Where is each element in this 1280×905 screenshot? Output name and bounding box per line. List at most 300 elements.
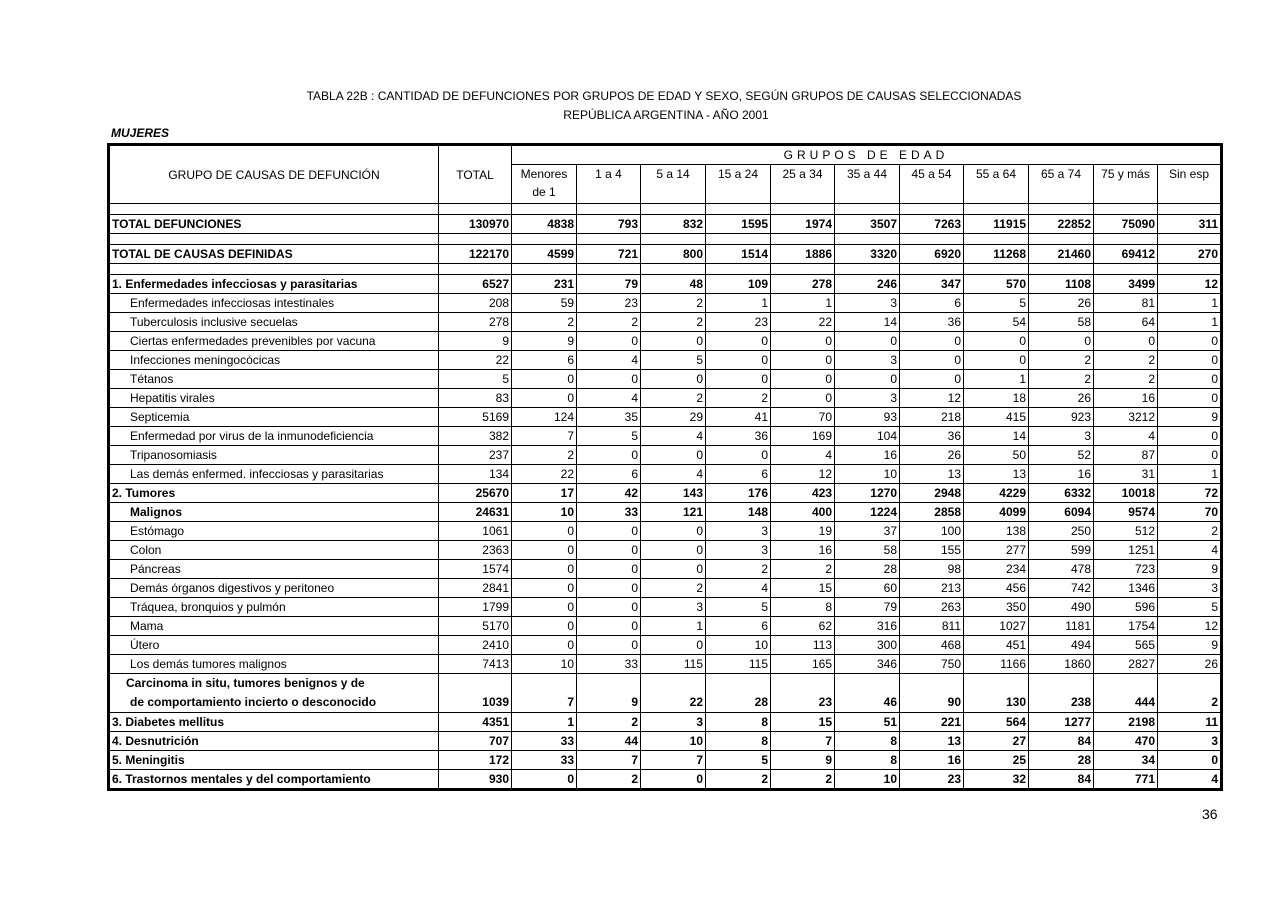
age-cell: 75090 <box>1094 215 1158 234</box>
age-cell: 79 <box>835 598 900 617</box>
age-cell: 2858 <box>900 503 964 522</box>
age-cell: 3 <box>706 522 771 541</box>
age-cell: 0 <box>577 636 641 655</box>
age-cell: 32 <box>964 770 1029 790</box>
age-cell: 16 <box>1094 389 1158 408</box>
age-cell: 33 <box>577 503 641 522</box>
age-cell: 723 <box>1094 560 1158 579</box>
age-cell: 12 <box>900 389 964 408</box>
age-cell: 16 <box>835 446 900 465</box>
age-cell: 316 <box>835 617 900 636</box>
age-cell: 213 <box>900 579 964 598</box>
age-cell: 0 <box>641 636 706 655</box>
age-cell: 18 <box>964 389 1029 408</box>
age-cell: 6 <box>512 351 577 370</box>
cause-label: Enfermedades infecciosas intestinales <box>109 294 439 313</box>
cause-label: Los demás tumores malignos <box>109 655 439 674</box>
total-cell: 4351 <box>439 713 512 732</box>
cause-label: Tétanos <box>109 370 439 389</box>
age-cell: 0 <box>577 579 641 598</box>
age-cell: 0 <box>577 332 641 351</box>
age-cell: 2 <box>1094 370 1158 389</box>
age-cell: 155 <box>900 541 964 560</box>
age-cell: 29 <box>641 408 706 427</box>
age-cell: 4 <box>577 389 641 408</box>
age-cell: 0 <box>512 541 577 560</box>
age-cell: 148 <box>706 503 771 522</box>
cause-label: 5. Meningitis <box>109 751 439 770</box>
age-cell: 23 <box>771 674 835 713</box>
age-cell: 143 <box>641 484 706 503</box>
header-age-col: 15 a 24 <box>706 165 771 204</box>
age-cell: 3 <box>641 713 706 732</box>
table-row <box>109 427 1222 446</box>
table-row <box>109 245 1222 264</box>
age-cell: 1 <box>964 370 1029 389</box>
table-row <box>109 351 1222 370</box>
age-cell: 36 <box>706 427 771 446</box>
age-cell: 6 <box>900 294 964 313</box>
age-cell: 2 <box>577 313 641 332</box>
age-cell: 10 <box>512 655 577 674</box>
age-cell: 1 <box>771 294 835 313</box>
age-cell: 9 <box>1158 636 1222 655</box>
age-cell: 0 <box>771 351 835 370</box>
age-cell: 1108 <box>1029 275 1094 294</box>
age-cell: 3 <box>835 389 900 408</box>
total-cell: 2410 <box>439 636 512 655</box>
age-cell: 12 <box>1158 617 1222 636</box>
age-cell: 0 <box>771 332 835 351</box>
age-cell: 2 <box>706 560 771 579</box>
age-cell: 98 <box>900 560 964 579</box>
age-cell: 54 <box>964 313 1029 332</box>
table-row <box>109 332 1222 351</box>
table-row <box>109 275 1222 294</box>
table-row <box>109 370 1222 389</box>
age-cell: 5 <box>706 751 771 770</box>
age-cell: 3 <box>835 351 900 370</box>
age-cell: 444 <box>1094 674 1158 713</box>
header-age-col: 75 y más <box>1094 165 1158 204</box>
cause-label: Ciertas enfermedades prevenibles por vacuna <box>109 332 439 351</box>
table-row <box>109 465 1222 484</box>
age-cell: 5 <box>1158 598 1222 617</box>
age-cell: 1 <box>706 294 771 313</box>
age-cell: 15 <box>771 713 835 732</box>
age-cell: 4 <box>641 427 706 446</box>
age-cell: 1 <box>641 617 706 636</box>
total-cell: 130970 <box>439 215 512 234</box>
total-cell: 5170 <box>439 617 512 636</box>
age-cell: 62 <box>771 617 835 636</box>
age-cell: 5 <box>706 598 771 617</box>
age-cell: 2 <box>577 713 641 732</box>
header-cause: GRUPO DE CAUSAS DE DEFUNCIÓN <box>109 145 439 204</box>
age-cell: 1514 <box>706 245 771 264</box>
table-subtitle: REPÚBLICA ARGENTINA - AÑO 2001 <box>563 108 769 122</box>
total-cell: 237 <box>439 446 512 465</box>
age-cell: 14 <box>835 313 900 332</box>
total-cell: 7413 <box>439 655 512 674</box>
total-cell: 134 <box>439 465 512 484</box>
age-cell: 599 <box>1029 541 1094 560</box>
age-cell: 4838 <box>512 215 577 234</box>
age-cell: 22 <box>771 313 835 332</box>
age-cell: 5 <box>641 351 706 370</box>
age-cell: 0 <box>577 522 641 541</box>
age-cell: 8 <box>835 732 900 751</box>
age-cell: 3320 <box>835 245 900 264</box>
age-cell: 69412 <box>1094 245 1158 264</box>
age-cell: 2198 <box>1094 713 1158 732</box>
age-cell: 1270 <box>835 484 900 503</box>
age-cell: 26 <box>1029 389 1094 408</box>
header-age-col: Menores de 1 <box>512 165 577 204</box>
age-cell: 1 <box>1158 313 1222 332</box>
age-cell: 238 <box>1029 674 1094 713</box>
age-cell: 512 <box>1094 522 1158 541</box>
age-cell: 1166 <box>964 655 1029 674</box>
age-cell: 3 <box>835 294 900 313</box>
age-cell: 0 <box>1094 332 1158 351</box>
age-cell: 70 <box>1158 503 1222 522</box>
header-age-col: 45 a 54 <box>900 165 964 204</box>
spacer-row <box>109 264 1222 275</box>
age-cell: 6 <box>706 617 771 636</box>
total-cell: 1039 <box>439 674 512 713</box>
total-cell: 9 <box>439 332 512 351</box>
total-cell: 278 <box>439 313 512 332</box>
age-cell: 0 <box>900 370 964 389</box>
age-cell: 22 <box>641 674 706 713</box>
age-cell: 490 <box>1029 598 1094 617</box>
cause-label: Páncreas <box>109 560 439 579</box>
table-row <box>109 732 1222 751</box>
age-cell: 218 <box>900 408 964 427</box>
total-cell: 1574 <box>439 560 512 579</box>
age-cell: 750 <box>900 655 964 674</box>
cause-label: 1. Enfermedades infecciosas y parasitarias <box>109 275 439 294</box>
age-cell: 7263 <box>900 215 964 234</box>
table-title: TABLA 22B : CANTIDAD DE DEFUNCIONES POR GRUPOS DE EDAD Y SEXO, SEGÚN GRUPOS DE CAUSAS SELECCIONADAS <box>306 89 1022 103</box>
age-cell: 771 <box>1094 770 1158 790</box>
age-cell: 17 <box>512 484 577 503</box>
age-cell: 234 <box>964 560 1029 579</box>
age-cell: 10 <box>706 636 771 655</box>
age-cell: 10 <box>641 732 706 751</box>
age-cell: 115 <box>641 655 706 674</box>
age-cell: 5 <box>577 427 641 446</box>
age-cell: 12 <box>1158 275 1222 294</box>
age-cell: 0 <box>641 560 706 579</box>
age-cell: 8 <box>706 732 771 751</box>
cause-label <box>109 674 439 713</box>
age-cell: 2 <box>1158 674 1222 713</box>
age-cell: 4 <box>577 351 641 370</box>
age-cell: 28 <box>835 560 900 579</box>
total-cell: 5 <box>439 370 512 389</box>
age-cell: 0 <box>641 332 706 351</box>
spacer-row <box>109 234 1222 245</box>
table-row <box>109 751 1222 770</box>
age-cell: 423 <box>771 484 835 503</box>
age-cell: 35 <box>577 408 641 427</box>
age-cell: 8 <box>835 751 900 770</box>
age-cell: 28 <box>706 674 771 713</box>
age-cell: 1 <box>1158 294 1222 313</box>
cause-label: Demás órganos digestivos y peritoneo <box>109 579 439 598</box>
age-cell: 36 <box>900 313 964 332</box>
cause-label: Infecciones meningocócicas <box>109 351 439 370</box>
cause-label: Colon <box>109 541 439 560</box>
age-cell: 278 <box>771 275 835 294</box>
age-cell: 7 <box>512 427 577 446</box>
table-row <box>109 598 1222 617</box>
age-cell: 0 <box>706 351 771 370</box>
age-cell: 4 <box>771 446 835 465</box>
table-row <box>109 617 1222 636</box>
age-cell: 70 <box>771 408 835 427</box>
age-cell: 25 <box>964 751 1029 770</box>
cause-label: Malignos <box>109 503 439 522</box>
age-cell: 8 <box>771 598 835 617</box>
cause-label: TOTAL DEFUNCIONES <box>109 215 439 234</box>
age-cell: 263 <box>900 598 964 617</box>
age-cell: 0 <box>512 617 577 636</box>
age-cell: 0 <box>835 332 900 351</box>
age-cell: 832 <box>641 215 706 234</box>
age-cell: 13 <box>900 732 964 751</box>
age-cell: 1860 <box>1029 655 1094 674</box>
age-cell: 93 <box>835 408 900 427</box>
age-cell: 3 <box>641 598 706 617</box>
age-cell: 1224 <box>835 503 900 522</box>
spacer-row <box>109 204 1222 215</box>
age-cell: 1027 <box>964 617 1029 636</box>
total-cell: 172 <box>439 751 512 770</box>
age-cell: 9 <box>512 332 577 351</box>
age-cell: 0 <box>577 560 641 579</box>
age-cell: 11 <box>1158 713 1222 732</box>
age-cell: 1277 <box>1029 713 1094 732</box>
age-cell: 231 <box>512 275 577 294</box>
age-cell: 0 <box>577 446 641 465</box>
header-age-col: 35 a 44 <box>835 165 900 204</box>
header-age-col: Sin esp <box>1158 165 1222 204</box>
total-cell: 707 <box>439 732 512 751</box>
age-cell: 0 <box>706 370 771 389</box>
age-cell: 0 <box>1158 351 1222 370</box>
age-cell: 2827 <box>1094 655 1158 674</box>
cause-label: Septicemia <box>109 408 439 427</box>
age-cell: 21460 <box>1029 245 1094 264</box>
age-cell: 7 <box>771 732 835 751</box>
age-cell: 33 <box>512 732 577 751</box>
age-cell: 0 <box>512 598 577 617</box>
table-row <box>109 522 1222 541</box>
age-cell: 1346 <box>1094 579 1158 598</box>
header-age-col: 25 a 34 <box>771 165 835 204</box>
age-cell: 44 <box>577 732 641 751</box>
age-cell: 13 <box>964 465 1029 484</box>
age-cell: 451 <box>964 636 1029 655</box>
age-cell: 46 <box>835 674 900 713</box>
header-age-col: 55 a 64 <box>964 165 1029 204</box>
age-cell: 23 <box>900 770 964 790</box>
age-cell: 7 <box>577 751 641 770</box>
age-cell: 470 <box>1094 732 1158 751</box>
age-cell: 346 <box>835 655 900 674</box>
age-cell: 4 <box>706 579 771 598</box>
age-cell: 19 <box>771 522 835 541</box>
age-cell: 0 <box>900 332 964 351</box>
age-cell: 64 <box>1094 313 1158 332</box>
age-cell: 27 <box>964 732 1029 751</box>
age-cell: 0 <box>706 332 771 351</box>
age-cell: 1251 <box>1094 541 1158 560</box>
age-cell: 1974 <box>771 215 835 234</box>
age-cell: 9 <box>1158 560 1222 579</box>
age-cell: 14 <box>964 427 1029 446</box>
age-cell: 121 <box>641 503 706 522</box>
age-cell: 60 <box>835 579 900 598</box>
age-cell: 33 <box>577 655 641 674</box>
age-cell: 26 <box>1029 294 1094 313</box>
age-cell: 16 <box>771 541 835 560</box>
age-cell: 0 <box>577 370 641 389</box>
age-cell: 10 <box>835 465 900 484</box>
age-cell: 350 <box>964 598 1029 617</box>
age-cell: 42 <box>577 484 641 503</box>
sex-label: MUJERES <box>111 126 170 140</box>
age-cell: 4 <box>1094 427 1158 446</box>
age-cell: 100 <box>900 522 964 541</box>
age-cell: 6332 <box>1029 484 1094 503</box>
table-row <box>109 655 1222 674</box>
cause-label: Las demás enfermed. infecciosas y parasitarias <box>109 465 439 484</box>
age-cell: 270 <box>1158 245 1222 264</box>
age-cell: 2 <box>641 389 706 408</box>
deaths-table <box>107 143 1223 791</box>
table-row <box>109 541 1222 560</box>
age-cell: 0 <box>1158 751 1222 770</box>
age-cell: 0 <box>964 332 1029 351</box>
age-cell: 115 <box>706 655 771 674</box>
age-cell: 1754 <box>1094 617 1158 636</box>
age-cell: 13 <box>900 465 964 484</box>
age-cell: 923 <box>1029 408 1094 427</box>
age-cell: 9 <box>1158 408 1222 427</box>
age-cell: 11268 <box>964 245 1029 264</box>
age-cell: 22852 <box>1029 215 1094 234</box>
age-cell: 23 <box>706 313 771 332</box>
total-cell: 1799 <box>439 598 512 617</box>
age-cell: 0 <box>512 636 577 655</box>
age-cell: 3 <box>706 541 771 560</box>
age-cell: 6 <box>706 465 771 484</box>
age-cell: 3 <box>1158 579 1222 598</box>
age-cell: 570 <box>964 275 1029 294</box>
age-cell: 58 <box>1029 313 1094 332</box>
age-cell: 16 <box>1029 465 1094 484</box>
cause-label: TOTAL DE CAUSAS DEFINIDAS <box>109 245 439 264</box>
age-cell: 84 <box>1029 732 1094 751</box>
header-age-col: 1 a 4 <box>577 165 641 204</box>
total-cell: 25670 <box>439 484 512 503</box>
age-cell: 2 <box>1029 351 1094 370</box>
age-cell: 2 <box>706 770 771 790</box>
age-cell: 138 <box>964 522 1029 541</box>
age-cell: 1595 <box>706 215 771 234</box>
age-cell: 0 <box>512 770 577 790</box>
age-cell: 104 <box>835 427 900 446</box>
age-cell: 4599 <box>512 245 577 264</box>
age-cell: 400 <box>771 503 835 522</box>
age-cell: 34 <box>1094 751 1158 770</box>
age-cell: 3507 <box>835 215 900 234</box>
total-cell: 930 <box>439 770 512 790</box>
table-row <box>109 770 1222 790</box>
age-cell: 0 <box>512 522 577 541</box>
age-cell: 26 <box>900 446 964 465</box>
age-cell: 221 <box>900 713 964 732</box>
age-cell: 4099 <box>964 503 1029 522</box>
age-cell: 41 <box>706 408 771 427</box>
age-cell: 31 <box>1094 465 1158 484</box>
age-cell: 0 <box>1158 370 1222 389</box>
age-cell: 0 <box>1158 446 1222 465</box>
cause-label: Útero <box>109 636 439 655</box>
cause-label: Mama <box>109 617 439 636</box>
age-cell: 6 <box>577 465 641 484</box>
age-cell: 0 <box>1158 332 1222 351</box>
age-cell: 246 <box>835 275 900 294</box>
total-cell: 6527 <box>439 275 512 294</box>
age-cell: 87 <box>1094 446 1158 465</box>
age-cell: 0 <box>641 770 706 790</box>
age-cell: 793 <box>577 215 641 234</box>
age-cell: 721 <box>577 245 641 264</box>
age-cell: 0 <box>1158 389 1222 408</box>
table-row <box>109 446 1222 465</box>
age-cell: 72 <box>1158 484 1222 503</box>
total-cell: 2363 <box>439 541 512 560</box>
table-row <box>109 294 1222 313</box>
age-cell: 0 <box>512 370 577 389</box>
age-cell: 3 <box>1029 427 1094 446</box>
table-row <box>109 503 1222 522</box>
age-cell: 51 <box>835 713 900 732</box>
age-cell: 4229 <box>964 484 1029 503</box>
age-cell: 742 <box>1029 579 1094 598</box>
cause-label: Enfermedad por virus de la inmunodeficiencia <box>109 427 439 446</box>
age-cell: 0 <box>512 579 577 598</box>
age-cell: 6920 <box>900 245 964 264</box>
age-cell: 52 <box>1029 446 1094 465</box>
age-cell: 50 <box>964 446 1029 465</box>
age-cell: 1181 <box>1029 617 1094 636</box>
age-cell: 3212 <box>1094 408 1158 427</box>
age-cell: 347 <box>900 275 964 294</box>
age-cell: 564 <box>964 713 1029 732</box>
age-cell: 0 <box>1158 427 1222 446</box>
age-cell: 58 <box>835 541 900 560</box>
cause-label-line1: Carcinoma in situ, tumores benignos y de <box>126 676 365 690</box>
age-cell: 0 <box>641 446 706 465</box>
age-cell: 124 <box>512 408 577 427</box>
age-cell: 0 <box>641 370 706 389</box>
